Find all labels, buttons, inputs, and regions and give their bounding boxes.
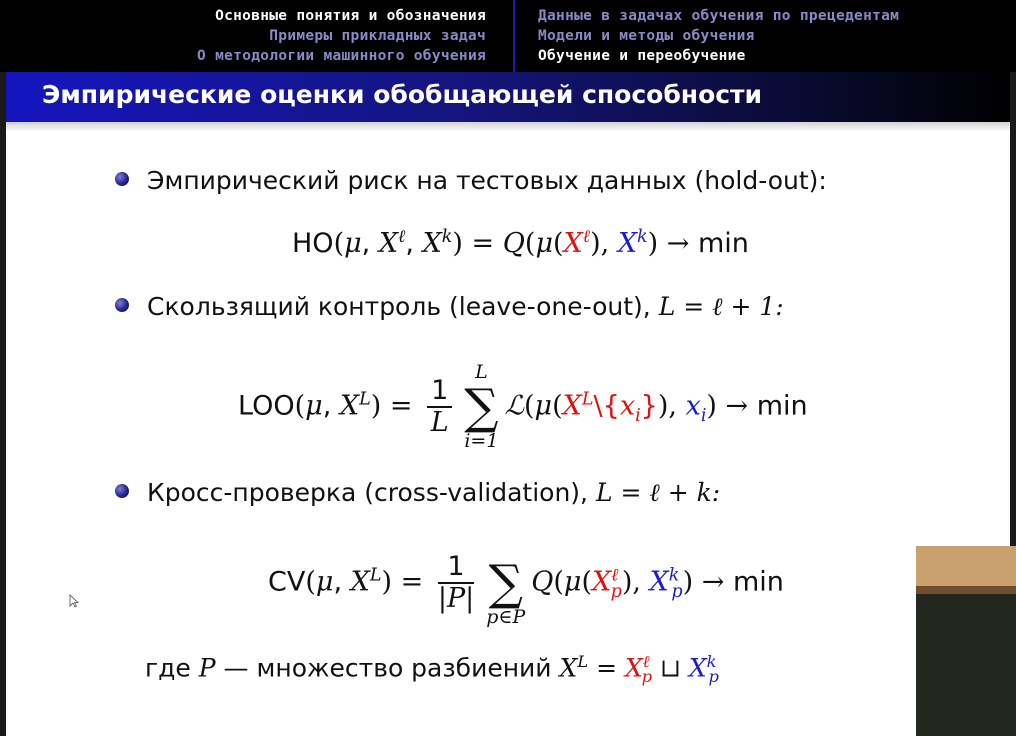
subsection-list	[515, 6, 1016, 66]
nav-section-item[interactable]: Примеры прикладных задач	[269, 28, 486, 44]
slide-title-bar	[6, 72, 1010, 122]
formula-min: min	[732, 566, 784, 598]
formula-name: CV	[268, 566, 306, 598]
bullet-cross-validation	[115, 478, 720, 508]
where-text: где	[145, 653, 191, 683]
bullet-hold-out	[115, 166, 827, 195]
bullet-condition: L = ℓ + 1:	[658, 292, 784, 321]
formula-min: min	[698, 228, 749, 259]
nav-section-item[interactable]: О методологии машинного обучения	[197, 48, 486, 64]
formula-loo: LOO(μ, $X^L$) = $\frac{1}{L}$ L ∑ i=1 $ℒ(\mu(X^L\backslash\{x_i\})$, $x_i) \to \min$	[238, 361, 808, 452]
nav-subsection-item[interactable]: Обучение и переобучение	[538, 48, 746, 64]
nav-section-item[interactable]: Основные понятия и обозначения	[215, 8, 486, 24]
bullet-icon	[115, 298, 129, 312]
where-rest: — множество разбиений	[223, 653, 552, 683]
title-shadow	[6, 122, 1010, 132]
bullet-text: Кросс-проверка (cross-validation),	[147, 478, 588, 507]
navigation-bar	[0, 0, 1016, 72]
sum-operator: L ∑ i=1	[464, 361, 499, 452]
bullet-leave-one-out	[115, 292, 784, 322]
formula-min: min	[756, 390, 808, 422]
window-edge-left	[0, 72, 6, 736]
partition-definition: где P — множество разбиений $X^L = X^\ell_p$ ⊔ $X^k_p$	[145, 652, 719, 687]
nav-subsection-item[interactable]: Данные в задачах обучения по прецедентам	[538, 8, 900, 24]
mouse-cursor-icon	[69, 594, 79, 608]
sum-operator: ∑ p∈P	[486, 554, 526, 628]
fraction: $\frac{1}{L}$	[427, 376, 452, 437]
bullet-text: Эмпирический риск на тестовых данных (hold-out):	[147, 166, 827, 195]
formula-hold-out: HO(μ, $X^\ell$, $X^k) = Q(\mu(X^\ell)$, $X^k) \to \min$	[292, 227, 749, 259]
section-list	[0, 6, 500, 66]
bullet-condition: L = ℓ + k:	[595, 478, 721, 507]
bullet-icon	[115, 484, 129, 498]
formula-name: HO	[292, 228, 334, 259]
video-thumbnail	[916, 546, 1016, 736]
fraction: $\frac{1}{|P|}$	[437, 551, 475, 614]
nav-subsection-item[interactable]: Модели и методы обучения	[538, 28, 755, 44]
bullet-text: Скользящий контроль (leave-one-out),	[147, 292, 651, 321]
formula-cv: CV(μ, $X^L$) = $\frac{1}{|P|}$ ∑ p∈P $Q(\mu(X^\ell_p)$, $X^k_p) \to \min$	[268, 538, 784, 628]
slide-title: Эмпирические оценки обобщающей способности	[42, 80, 763, 109]
formula-name: LOO	[238, 390, 295, 422]
video-chalkboard	[916, 594, 1016, 736]
bullet-icon	[115, 172, 129, 186]
